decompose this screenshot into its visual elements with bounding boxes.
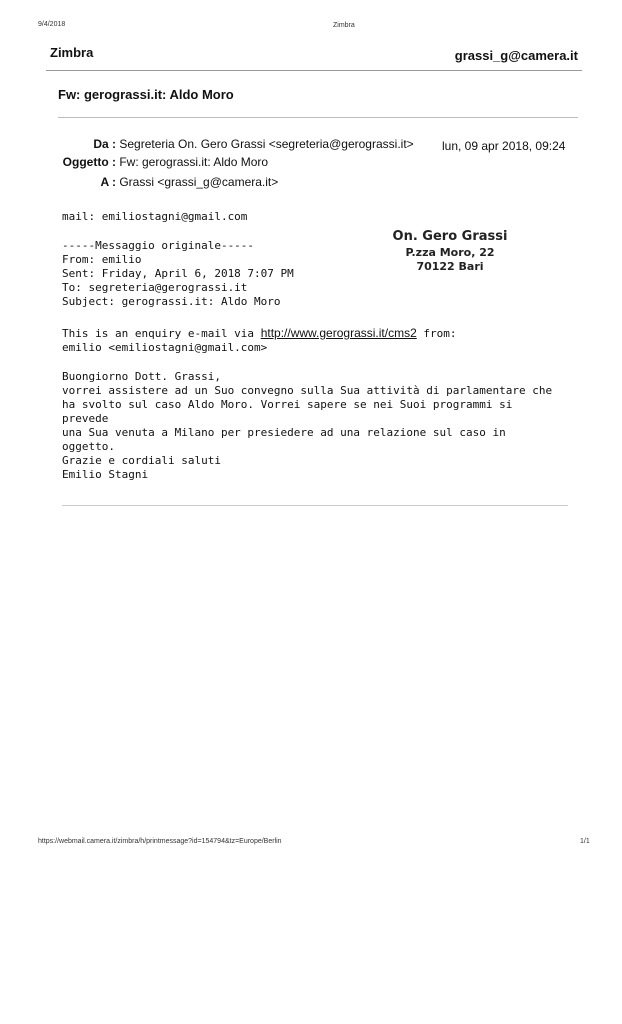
to-row: [58, 175, 278, 189]
from-row: [58, 137, 414, 151]
print-date: 9/4/2018: [38, 21, 66, 28]
subject-divider: [58, 117, 578, 118]
enquiry-link[interactable]: http://www.gerograssi.it/cms2: [260, 326, 417, 340]
office-stamp: [388, 229, 512, 273]
enquiry-suffix: from:: [416, 327, 457, 340]
original-message-header: -----Messaggio originale----- From: emilio Sent: Friday, April 6, 2018 7:07 PM To: segreteria@gerograssi.it Subject: gerograssi.it: Aldo Moro: [62, 239, 294, 308]
enquiry-prefix: This is an enquiry e-mail via: [62, 327, 261, 340]
enquiry-line: [62, 326, 457, 341]
subject-row: [58, 155, 268, 169]
stamp-name: On. Gero Grassi: [392, 229, 508, 244]
app-name: Zimbra: [50, 45, 94, 60]
stamp-city: 70122 Bari: [416, 260, 484, 273]
to-label: A :: [100, 175, 116, 189]
subject-label: Oggetto :: [62, 155, 116, 169]
from-value: Segreteria On. Gero Grassi <segreteria@gerograssi.it>: [119, 137, 414, 151]
stamp-street: P.zza Moro, 22: [405, 246, 495, 259]
body-divider: [62, 505, 568, 506]
print-page-number: 1/1: [580, 838, 590, 845]
from-label: Da :: [93, 137, 116, 151]
enquiry-sender: emilio <emiliostagni@gmail.com>: [62, 341, 268, 354]
mail-line: mail: emiliostagni@gmail.com: [62, 210, 248, 223]
subject-value: Fw: gerograssi.it: Aldo Moro: [119, 155, 269, 169]
message-body: Buongiorno Dott. Grassi, vorrei assistere ad un Suo convegno sulla Sua attività di parlamentare che ha svolto sul caso Aldo Moro. Vorrei sapere se nei Suoi programmi si prevede una Sua venuta a Milano per presiedere ad una relazione sul caso in oggetto. Grazie e cordiali saluti Emilio Stagni: [62, 370, 553, 481]
print-title: Zimbra: [333, 22, 355, 29]
message-subject: Fw: gerograssi.it: Aldo Moro: [58, 87, 234, 102]
header-divider: [46, 70, 582, 71]
to-value: Grassi <grassi_g@camera.it>: [119, 175, 279, 189]
account-email: grassi_g@camera.it: [454, 48, 578, 63]
message-date: lun, 09 apr 2018, 09:24: [442, 139, 566, 153]
print-url: https://webmail.camera.it/zimbra/h/printmessage?id=154794&tz=Europe/Berlin: [38, 838, 282, 845]
